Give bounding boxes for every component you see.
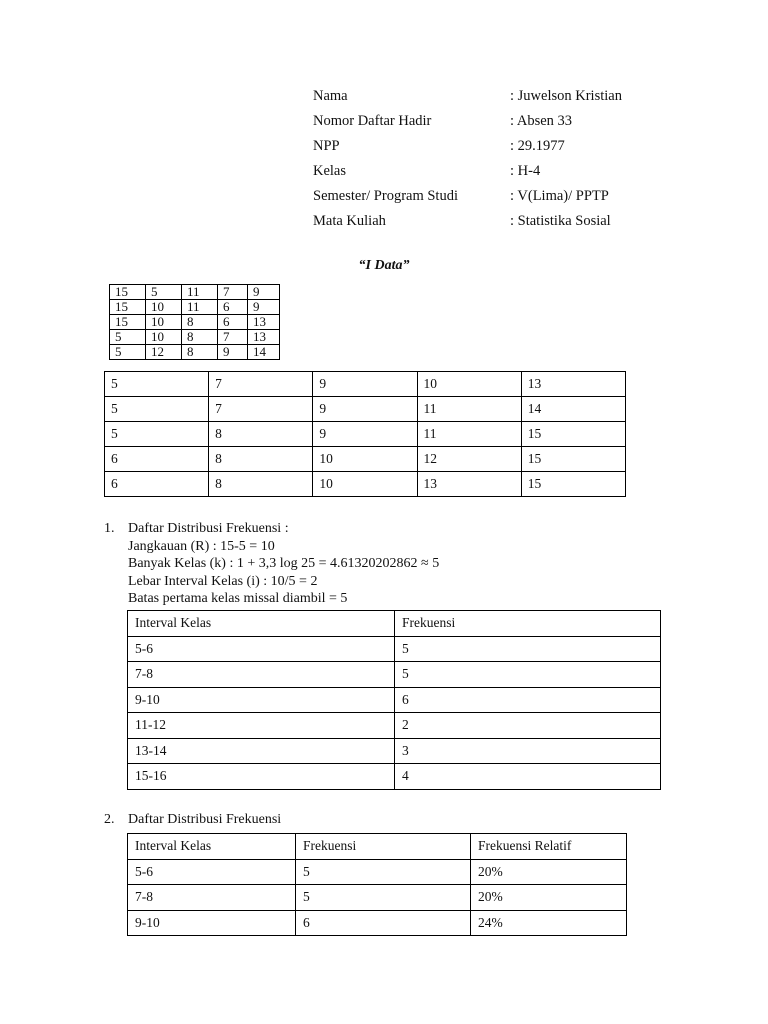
identity-value: : Juwelson Kristian: [510, 88, 622, 104]
table-row: [105, 372, 626, 397]
table-cell: 7: [218, 285, 248, 300]
column-header: Interval Kelas: [128, 611, 395, 637]
table-cell: 9-10: [128, 687, 395, 713]
table-cell: 6: [395, 687, 661, 713]
table-cell: 13: [248, 315, 280, 330]
identity-block: [313, 86, 622, 236]
table-cell: 15: [110, 285, 146, 300]
identity-value: : 29.1977: [510, 138, 565, 154]
section-title: “I Data”: [358, 258, 410, 273]
table-cell: 10: [313, 472, 417, 497]
table-cell: 10: [146, 300, 182, 315]
table-row: [110, 285, 280, 300]
table-cell: 15: [110, 300, 146, 315]
identity-label: Semester/ Program Studi: [313, 188, 458, 204]
table-cell: 9: [248, 285, 280, 300]
column-header: Frekuensi Relatif: [471, 834, 627, 860]
table-cell: 6: [105, 472, 209, 497]
table-row: [128, 687, 661, 713]
identity-value: : V(Lima)/ PPTP: [510, 188, 609, 204]
table-row: [128, 859, 627, 885]
table-cell: 2: [395, 713, 661, 739]
list-number: 1.: [104, 521, 115, 536]
sorted-data-table: [104, 371, 626, 497]
table-cell: 14: [521, 397, 625, 422]
calculation-line: Lebar Interval Kelas (i) : 10/5 = 2: [128, 573, 318, 589]
calculation-line: Jangkauan (R) : 15-5 = 10: [128, 538, 275, 554]
table-cell: 4: [395, 764, 661, 790]
table-cell: 5: [105, 372, 209, 397]
relative-frequency-table: [127, 833, 627, 936]
table-cell: 12: [417, 447, 521, 472]
section-1-heading-line: [104, 520, 439, 538]
table-row: [128, 764, 661, 790]
table-cell: 11: [417, 397, 521, 422]
identity-value: : Statistika Sosial: [510, 213, 611, 229]
identity-row-nama: [313, 86, 622, 111]
table-cell: 15: [521, 447, 625, 472]
section-1: [104, 520, 439, 608]
table-cell: 7-8: [128, 662, 395, 688]
identity-row-mata-kuliah: [313, 211, 622, 236]
table-cell: 5: [395, 662, 661, 688]
table-row: [128, 738, 661, 764]
list-number: 2.: [104, 812, 115, 827]
table-cell: 7-8: [128, 885, 296, 911]
table-cell: 5: [296, 859, 471, 885]
table-cell: 8: [209, 472, 313, 497]
table-cell: 10: [313, 447, 417, 472]
table-cell: 8: [182, 330, 218, 345]
table-cell: 6: [218, 315, 248, 330]
table-cell: 5: [146, 285, 182, 300]
frequency-table: [127, 610, 661, 790]
table-cell: 8: [209, 422, 313, 447]
identity-label: Nama: [313, 88, 348, 104]
identity-row-kelas: [313, 161, 622, 186]
identity-row-nomor: [313, 111, 622, 136]
table-row: [105, 472, 626, 497]
table-cell: 9: [248, 300, 280, 315]
table-row: [128, 885, 627, 911]
section-2: [104, 811, 281, 829]
column-header: Frekuensi: [296, 834, 471, 860]
table-cell: 3: [395, 738, 661, 764]
calculation-line: Banyak Kelas (k) : 1 + 3,3 log 25 = 4.61320202862 ≈ 5: [128, 556, 440, 571]
identity-label: Kelas: [313, 163, 347, 179]
identity-value: : Absen 33: [510, 113, 573, 129]
table-cell: 5: [110, 330, 146, 345]
table-cell: 24%: [471, 910, 627, 936]
table-cell: 20%: [471, 885, 627, 911]
table-cell: 14: [248, 345, 280, 360]
table-cell: 15: [521, 422, 625, 447]
table-row: [128, 713, 661, 739]
table-cell: 5-6: [128, 636, 395, 662]
section-heading: Daftar Distribusi Frekuensi :: [128, 521, 289, 536]
table-cell: 8: [182, 315, 218, 330]
column-header: Interval Kelas: [128, 834, 296, 860]
table-header-row: [128, 611, 661, 637]
table-cell: 15: [110, 315, 146, 330]
table-cell: 9: [313, 372, 417, 397]
identity-row-npp: [313, 136, 622, 161]
table-row: [105, 397, 626, 422]
table-header-row: [128, 834, 627, 860]
table-cell: 11: [182, 285, 218, 300]
table-row: [110, 345, 280, 360]
table-cell: 6: [218, 300, 248, 315]
column-header: Frekuensi: [395, 611, 661, 637]
table-row: [128, 662, 661, 688]
table-row: [110, 315, 280, 330]
table-row: [110, 300, 280, 315]
table-cell: 9-10: [128, 910, 296, 936]
table-cell: 5: [105, 422, 209, 447]
table-cell: 20%: [471, 859, 627, 885]
table-cell: 10: [417, 372, 521, 397]
table-cell: 11: [182, 300, 218, 315]
table-cell: 15-16: [128, 764, 395, 790]
table-cell: 7: [218, 330, 248, 345]
identity-label: Mata Kuliah: [313, 213, 386, 229]
table-cell: 7: [209, 372, 313, 397]
table-cell: 5: [296, 885, 471, 911]
table-cell: 5: [110, 345, 146, 360]
table-cell: 8: [182, 345, 218, 360]
table-row: [128, 910, 627, 936]
table-cell: 5: [395, 636, 661, 662]
table-cell: 10: [146, 315, 182, 330]
calculation-line: Batas pertama kelas missal diambil = 5: [128, 591, 348, 606]
section-2-heading-line: [104, 811, 281, 829]
table-cell: 8: [209, 447, 313, 472]
identity-value: : H-4: [510, 163, 541, 179]
table-cell: 6: [105, 447, 209, 472]
table-cell: 11: [417, 422, 521, 447]
table-cell: 13: [248, 330, 280, 345]
table-cell: 7: [209, 397, 313, 422]
table-cell: 6: [296, 910, 471, 936]
table-cell: 12: [146, 345, 182, 360]
table-row: [105, 422, 626, 447]
identity-label: NPP: [313, 138, 340, 154]
table-row: [105, 447, 626, 472]
table-cell: 9: [313, 397, 417, 422]
table-cell: 15: [521, 472, 625, 497]
table-cell: 11-12: [128, 713, 395, 739]
table-cell: 9: [218, 345, 248, 360]
table-cell: 9: [313, 422, 417, 447]
table-row: [128, 636, 661, 662]
identity-label: Nomor Daftar Hadir: [313, 113, 432, 129]
table-cell: 13-14: [128, 738, 395, 764]
table-cell: 5: [105, 397, 209, 422]
identity-row-semester: [313, 186, 622, 211]
table-row: [110, 330, 280, 345]
table-cell: 13: [521, 372, 625, 397]
table-cell: 13: [417, 472, 521, 497]
section-heading: Daftar Distribusi Frekuensi: [128, 812, 282, 827]
raw-data-table: [109, 284, 280, 360]
table-cell: 10: [146, 330, 182, 345]
table-cell: 5-6: [128, 859, 296, 885]
